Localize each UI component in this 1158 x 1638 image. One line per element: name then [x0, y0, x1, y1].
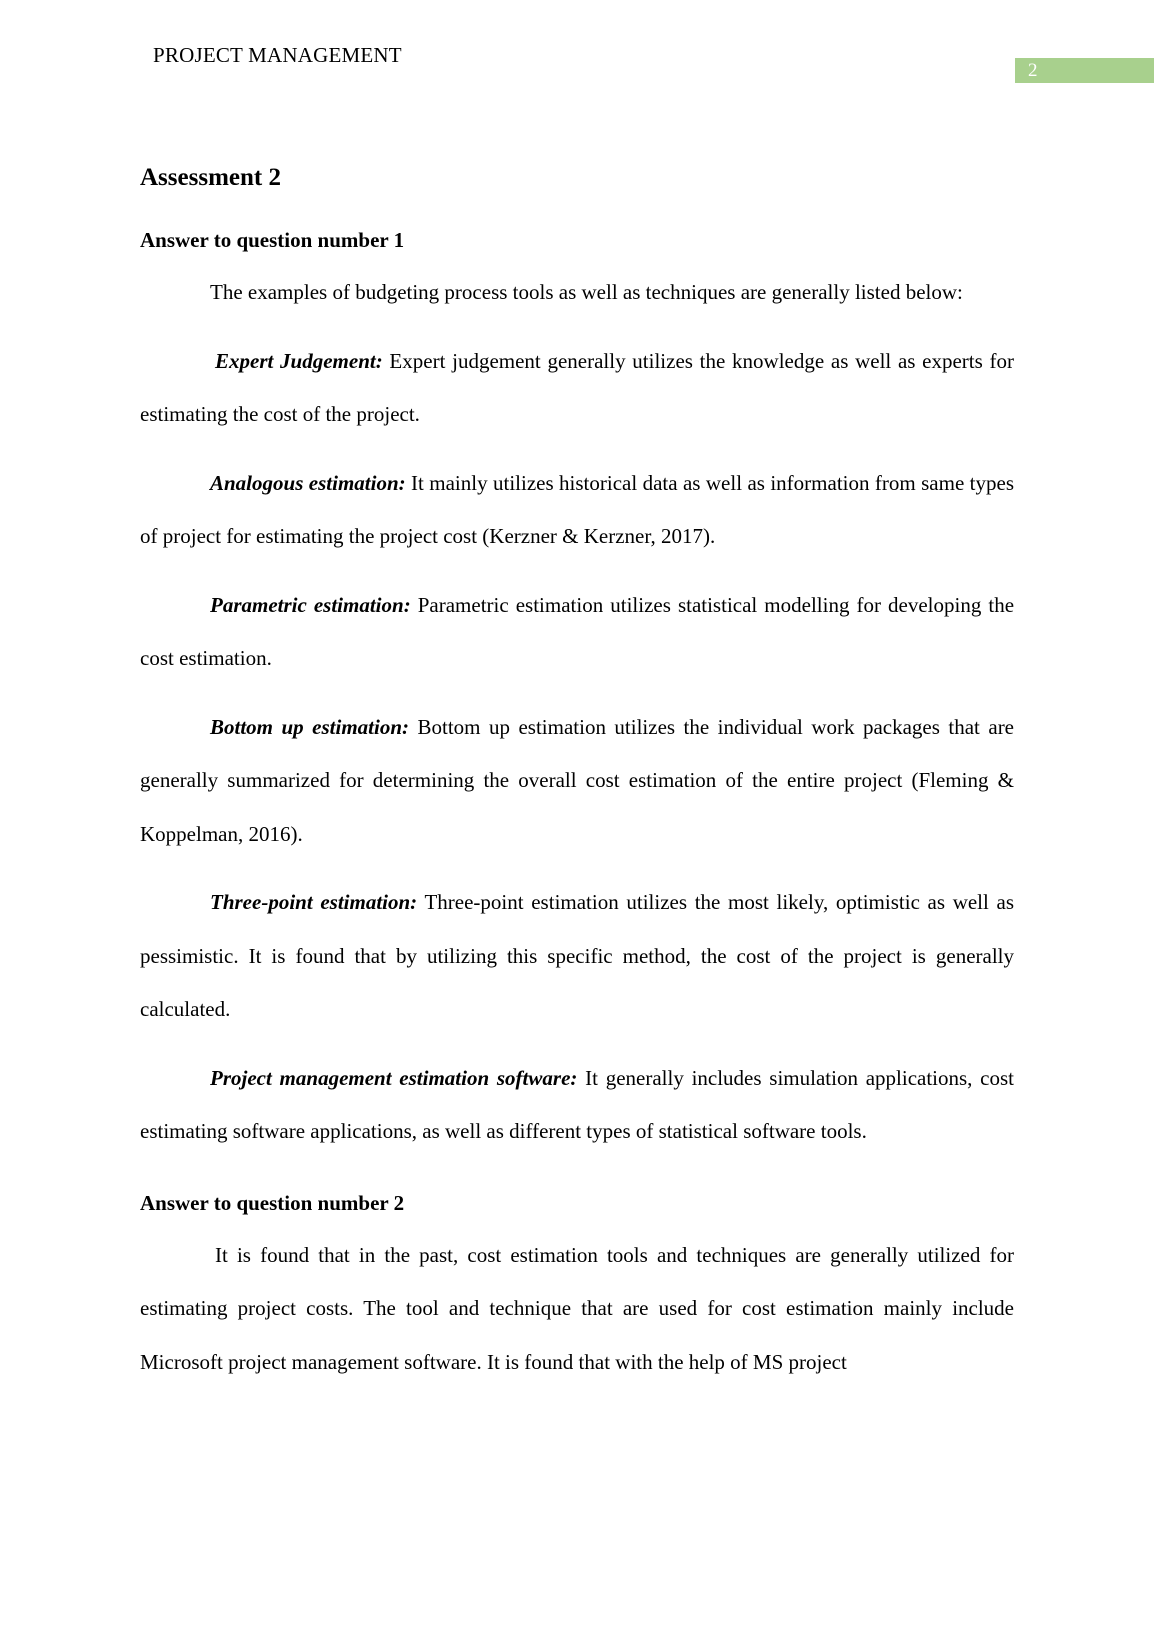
question-2-heading: Answer to question number 2 — [140, 1190, 405, 1215]
term-description: It generally includes simulation applications, cost estimating software applications, as well as different types of statistical software tools. — [140, 1065, 1014, 1143]
list-item-analogous-estimation — [140, 457, 1014, 564]
list-item-three-point-estimation — [140, 876, 1014, 1037]
term-description: It mainly utilizes historical data as well as information from same types of project for estimating the project cost (Kerzner & Kerzner, 2017). — [140, 470, 1014, 548]
term-label: Parametric estimation: — [210, 592, 411, 617]
term-description: Parametric estimation utilizes statistical modelling for developing the cost estimation. — [140, 592, 1015, 670]
question-2-text: It is found that in the past, cost estimation tools and techniques are generally utilized for estimating project costs. The tool and technique that are used for cost estimation mainly include Microsoft project management software. It is found that with the help of MS project — [140, 1242, 1014, 1374]
document-title: Assessment 2 — [140, 164, 281, 191]
list-item-pm-estimation-software — [140, 1052, 1014, 1159]
term-label: Project management estimation software: — [210, 1065, 578, 1090]
page-number: 2 — [1015, 58, 1154, 83]
list-item-parametric-estimation — [140, 579, 1014, 686]
list-item-bottom-up-estimation — [140, 701, 1014, 862]
running-head: PROJECT MANAGEMENT — [153, 43, 402, 67]
term-label: Three-point estimation: — [210, 890, 418, 914]
term-label: Bottom up estimation: — [210, 714, 409, 739]
question-2-body — [140, 1229, 1014, 1390]
question-1-intro: The examples of budgeting process tools as well as techniques are generally listed below: — [210, 280, 963, 304]
term-description: Expert judgement generally utilizes the knowledge as well as experts for estimating the cost of the project. — [140, 348, 1015, 426]
term-label: Analogous estimation: — [210, 470, 406, 495]
term-description: Three-point estimation utilizes the most likely, optimistic as well as pessimistic. It is found that by utilizing this specific method, the cost of the project is generally calculated. — [140, 890, 1015, 1021]
term-description: Bottom up estimation utilizes the individual work packages that are generally summarized for determining the overall cost estimation of the entire project (Fleming & Koppelman, 2016). — [140, 714, 1015, 846]
question-1-heading: Answer to question number 1 — [140, 228, 405, 252]
list-item-expert-judgement — [140, 335, 1014, 442]
document-body — [140, 160, 1014, 1389]
term-label: Expert Judgement: — [215, 348, 383, 373]
